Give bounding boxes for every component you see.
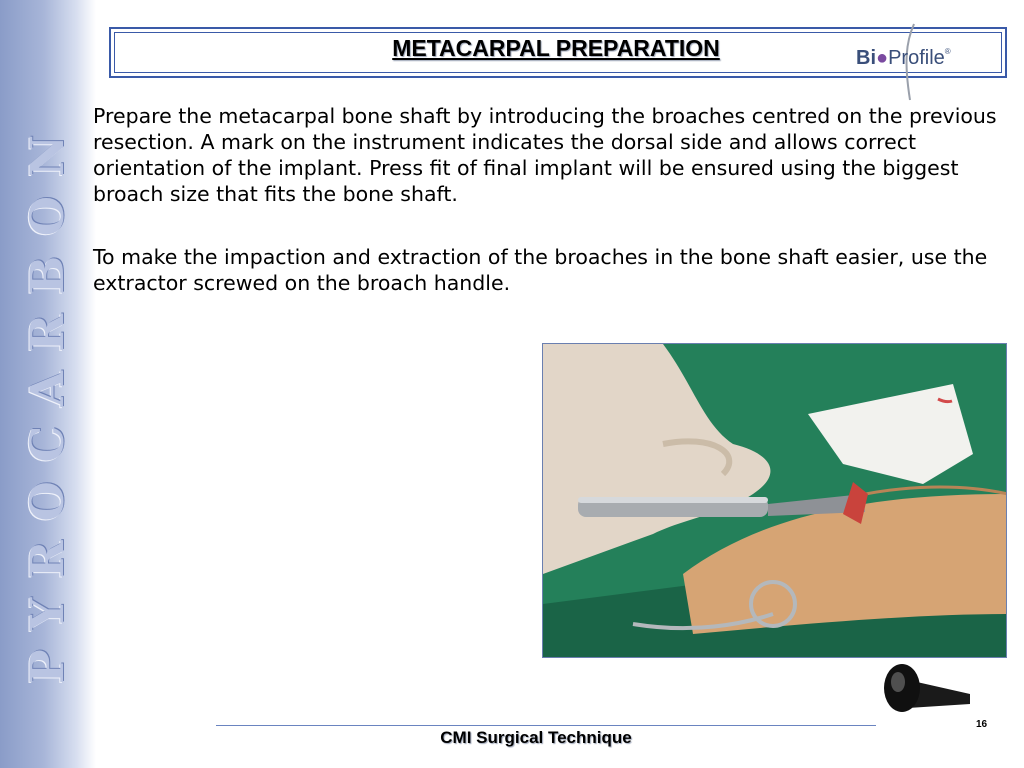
logo-part-2: Profile [888,47,945,69]
registered-icon: ® [944,47,951,56]
sidebar-brand-text [20,100,75,700]
page-number: 16 [976,719,988,730]
surgical-photo [542,343,1007,658]
surgical-photo-illustration [543,344,1007,658]
footer-label: CMI Surgical Technique [440,728,632,747]
page-title: METACARPAL PREPARATION [392,35,720,61]
logo-dot-icon: ● [876,47,889,69]
paragraph-2: To make the impaction and extraction of the broaches in the bone shaft easier, use the extractor screwed on the broach handle. [93,245,988,295]
bioprofile-logo [850,22,1000,102]
implant-icon [880,658,975,718]
sidebar-band [0,0,96,768]
footer-divider [216,725,876,726]
sidebar-brand-label: PYROCARBON [20,115,75,685]
logo-wordmark [856,47,951,70]
logo-part-1: Bi [856,47,876,69]
paragraph-1: Prepare the metacarpal bone shaft by introducing the broaches centred on the previous resection. A mark on the instrument indicates the dorsal side and allows correct orientation of the implant. Press fit of final implant will be ensured using the biggest broach size that fits the bone shaft. [93,104,997,206]
